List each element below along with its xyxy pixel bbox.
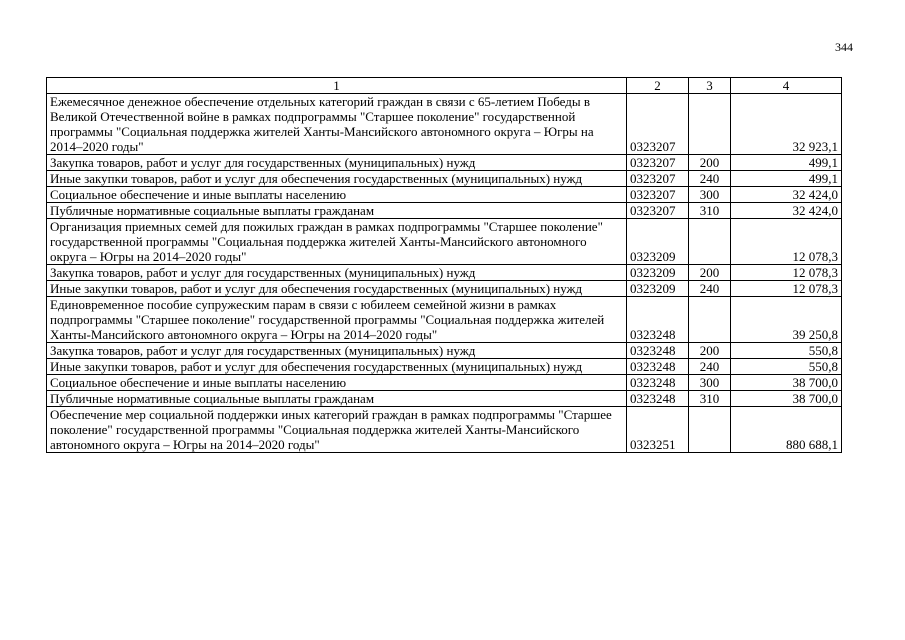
table-row — [47, 375, 842, 391]
column-header-name: 1 — [47, 78, 627, 94]
row-amount-cell: 12 078,3 — [731, 219, 842, 265]
row-code-cell: 0323207 — [627, 155, 689, 171]
row-name-cell: Единовременное пособие супружеским парам в связи с юбилеем семейной жизни в рамках подпрограммы "Старшее поколение" государственной программы "Социальная поддержка жителей Ханты-Мансийского автономного округа – Югры на 2014–2020 годы" — [47, 297, 627, 343]
table-row — [47, 281, 842, 297]
row-kind-cell: 310 — [689, 203, 731, 219]
page-number: 344 — [835, 40, 853, 54]
table-row — [47, 219, 842, 265]
row-name-cell: Иные закупки товаров, работ и услуг для обеспечения государственных (муниципальных) нужд — [47, 359, 627, 375]
row-name-cell: Закупка товаров, работ и услуг для государственных (муниципальных) нужд — [47, 343, 627, 359]
table-row — [47, 265, 842, 281]
row-name-cell: Социальное обеспечение и иные выплаты населению — [47, 187, 627, 203]
table-row — [47, 297, 842, 343]
row-amount-cell: 38 700,0 — [731, 391, 842, 407]
column-header-kind: 3 — [689, 78, 731, 94]
row-amount-cell: 39 250,8 — [731, 297, 842, 343]
row-amount-cell: 880 688,1 — [731, 407, 842, 453]
row-kind-cell: 300 — [689, 375, 731, 391]
row-code-cell: 0323207 — [627, 187, 689, 203]
table-row — [47, 359, 842, 375]
row-kind-cell: 240 — [689, 281, 731, 297]
row-code-cell: 0323207 — [627, 171, 689, 187]
table-row — [47, 343, 842, 359]
row-name-cell: Закупка товаров, работ и услуг для государственных (муниципальных) нужд — [47, 265, 627, 281]
row-kind-cell — [689, 297, 731, 343]
row-kind-cell: 300 — [689, 187, 731, 203]
column-header-amount: 4 — [731, 78, 842, 94]
row-kind-cell: 310 — [689, 391, 731, 407]
row-name-cell: Иные закупки товаров, работ и услуг для обеспечения государственных (муниципальных) нужд — [47, 281, 627, 297]
row-code-cell: 0323209 — [627, 219, 689, 265]
row-amount-cell: 32 424,0 — [731, 187, 842, 203]
table-header-row — [47, 78, 842, 94]
budget-table — [46, 77, 842, 453]
row-kind-cell: 240 — [689, 171, 731, 187]
row-name-cell: Иные закупки товаров, работ и услуг для обеспечения государственных (муниципальных) нужд — [47, 171, 627, 187]
row-code-cell: 0323207 — [627, 203, 689, 219]
table-row — [47, 203, 842, 219]
table-row — [47, 171, 842, 187]
row-kind-cell — [689, 407, 731, 453]
row-name-cell: Социальное обеспечение и иные выплаты населению — [47, 375, 627, 391]
row-name-cell: Публичные нормативные социальные выплаты гражданам — [47, 203, 627, 219]
row-kind-cell: 200 — [689, 343, 731, 359]
row-code-cell: 0323248 — [627, 375, 689, 391]
row-code-cell: 0323209 — [627, 281, 689, 297]
row-amount-cell: 32 923,1 — [731, 94, 842, 155]
row-name-cell: Публичные нормативные социальные выплаты гражданам — [47, 391, 627, 407]
row-code-cell: 0323248 — [627, 359, 689, 375]
row-name-cell: Обеспечение мер социальной поддержки иных категорий граждан в рамках подпрограммы "Старшее поколение" государственной программы "Социальная поддержка жителей Ханты-Мансийского автономного округа – Югры на 2014–2020 годы" — [47, 407, 627, 453]
row-kind-cell: 200 — [689, 155, 731, 171]
row-kind-cell — [689, 94, 731, 155]
row-code-cell: 0323251 — [627, 407, 689, 453]
row-kind-cell: 200 — [689, 265, 731, 281]
row-name-cell: Ежемесячное денежное обеспечение отдельных категорий граждан в связи с 65-летием Победы в Великой Отечественной войне в рамках подпрограммы "Старшее поколение" государственной программы "Социальная поддержка жителей Ханты-Мансийского автономного округа – Югры на 2014–2020 годы" — [47, 94, 627, 155]
row-code-cell: 0323207 — [627, 94, 689, 155]
row-kind-cell: 240 — [689, 359, 731, 375]
table-body — [47, 94, 842, 453]
column-header-code: 2 — [627, 78, 689, 94]
row-name-cell: Закупка товаров, работ и услуг для государственных (муниципальных) нужд — [47, 155, 627, 171]
row-amount-cell: 550,8 — [731, 359, 842, 375]
table-row — [47, 94, 842, 155]
row-amount-cell: 32 424,0 — [731, 203, 842, 219]
row-code-cell: 0323209 — [627, 265, 689, 281]
row-amount-cell: 499,1 — [731, 155, 842, 171]
row-amount-cell: 499,1 — [731, 171, 842, 187]
row-code-cell: 0323248 — [627, 343, 689, 359]
row-code-cell: 0323248 — [627, 297, 689, 343]
row-code-cell: 0323248 — [627, 391, 689, 407]
table-row — [47, 155, 842, 171]
row-name-cell: Организация приемных семей для пожилых граждан в рамках подпрограммы "Старшее поколение" государственной программы "Социальная поддержка жителей Ханты-Мансийского автономного округа – Югры на 2014–2020 годы" — [47, 219, 627, 265]
row-amount-cell: 12 078,3 — [731, 265, 842, 281]
table-row — [47, 407, 842, 453]
row-kind-cell — [689, 219, 731, 265]
table-row — [47, 187, 842, 203]
row-amount-cell: 12 078,3 — [731, 281, 842, 297]
table-row — [47, 391, 842, 407]
row-amount-cell: 550,8 — [731, 343, 842, 359]
row-amount-cell: 38 700,0 — [731, 375, 842, 391]
